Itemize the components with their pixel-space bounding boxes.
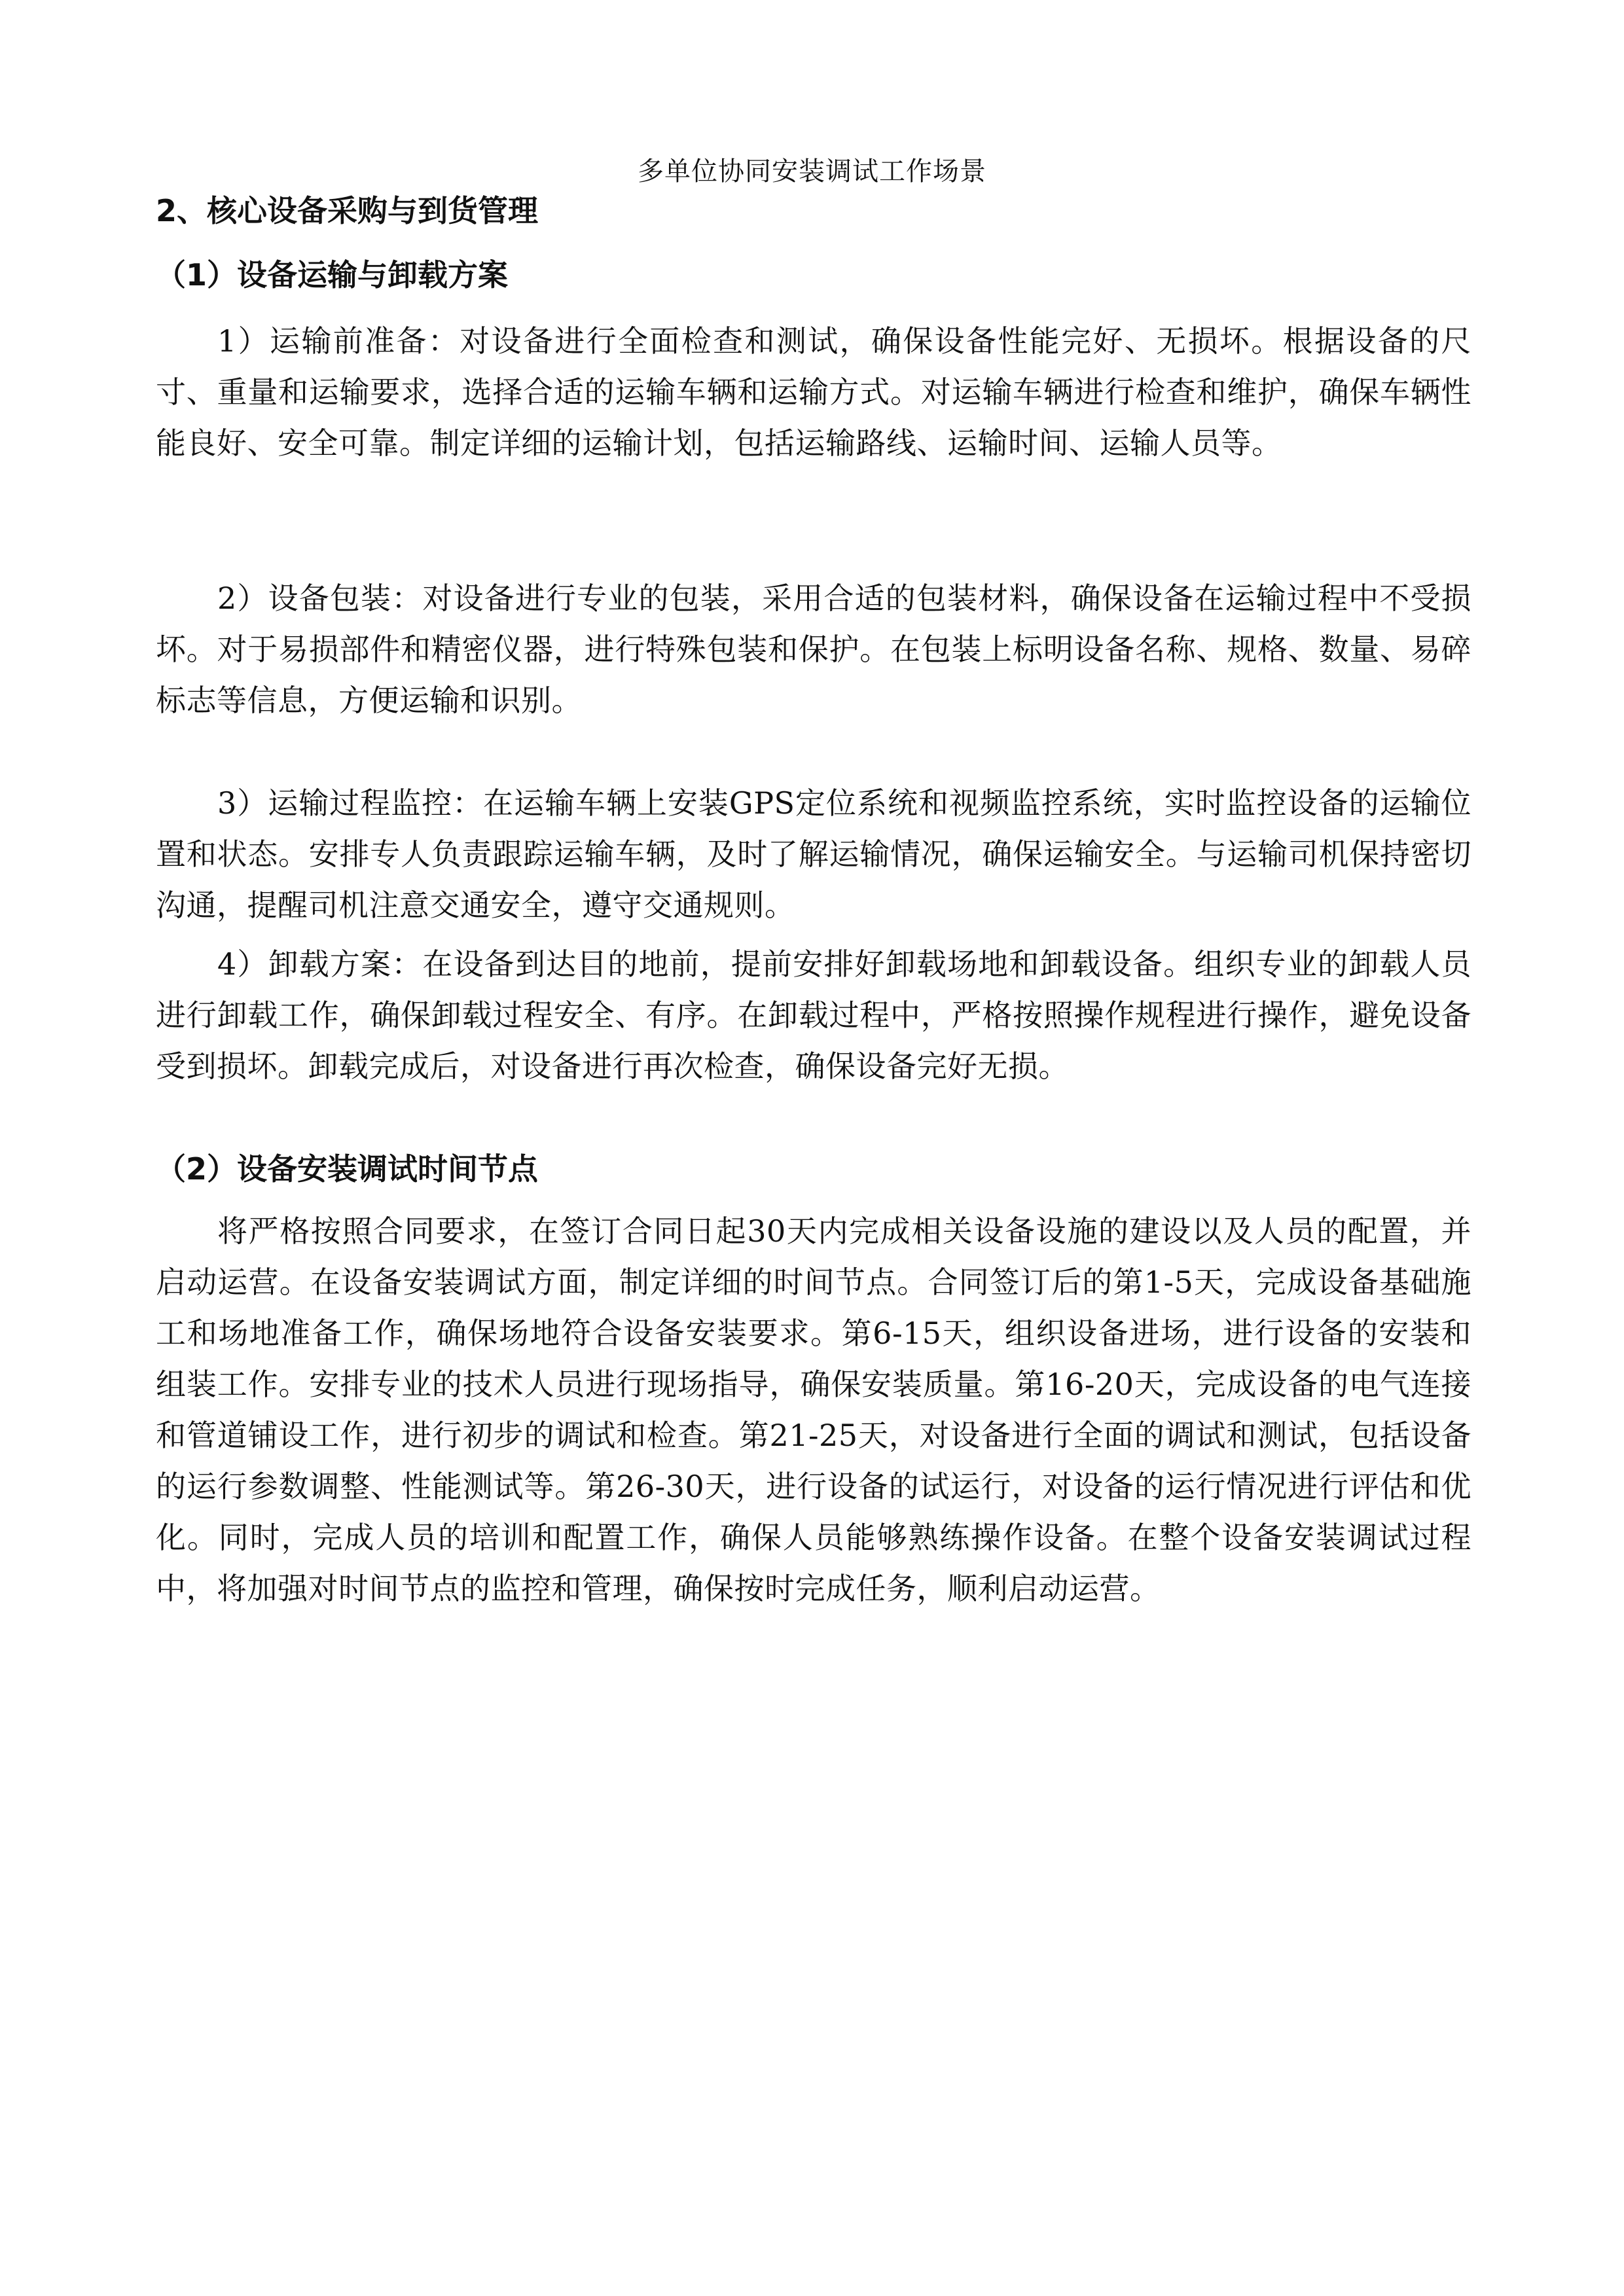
- subsection-title-transport: （1）设备运输与卸载方案: [156, 257, 509, 293]
- subsection-title-schedule: （2）设备安装调试时间节点: [156, 1151, 539, 1187]
- paragraph-schedule: 将严格按照合同要求，在签订合同日起30天内完成相关设备设施的建设以及人员的配置，并启动运营。在设备安装调试方面，制定详细的时间节点。合同签订后的第1-5天，完成设备基础施工和场地准备工作，确保场地符合设备安装要求。第6-15天，组织设备进场，进行设备的安装和组装工作。安排专业的技术人员进行现场指导，确保安装质量。第16-20天，完成设备的电气连接和管道铺设工作，进行初步的调试和检查。第21-25天，对设备进行全面的调试和测试，包括设备的运行参数调整、性能测试等。第26-30天，进行设备的试运行，对设备的运行情况进行评估和优化。同时，完成人员的培训和配置工作，确保人员能够熟练操作设备。在整个设备安装调试过程中，将加强对时间节点的监控和管理，确保按时完成任务，顺利启动运营。: [156, 1213, 1471, 1606]
- paragraph-packaging: 2）设备包装：对设备进行专业的包装，采用合适的包装材料，确保设备在运输过程中不受损坏。对于易损部件和精密仪器，进行特殊包装和保护。在包装上标明设备名称、规格、数量、易碎标志等信息，方便运输和识别。: [156, 581, 1471, 718]
- paragraph-unloading: 4）卸载方案：在设备到达目的地前，提前安排好卸载场地和卸载设备。组织专业的卸载人员进行卸载工作，确保卸载过程安全、有序。在卸载过程中，严格按照操作规程进行操作，避免设备受到损坏。卸载完成后，对设备进行再次检查，确保设备完好无损。: [156, 946, 1471, 1084]
- paragraph-pre-transport: 1）运输前准备：对设备进行全面检查和测试，确保设备性能完好、无损坏。根据设备的尺寸、重量和运输要求，选择合适的运输车辆和运输方式。对运输车辆进行检查和维护，确保车辆性能良好、安全可靠。制定详细的运输计划，包括运输路线、运输时间、运输人员等。: [156, 323, 1471, 461]
- section-title: 2、核心设备采购与到货管理: [156, 193, 539, 228]
- paragraph-transport-monitoring: 3）运输过程监控：在运输车辆上安装GPS定位系统和视频监控系统，实时监控设备的运输位置和状态。安排专人负责跟踪运输车辆，及时了解运输情况，确保运输安全。与运输司机保持密切沟通，提醒司机注意交通安全，遵守交通规则。: [156, 785, 1471, 923]
- image-caption: 多单位协同安装调试工作场景: [638, 156, 986, 187]
